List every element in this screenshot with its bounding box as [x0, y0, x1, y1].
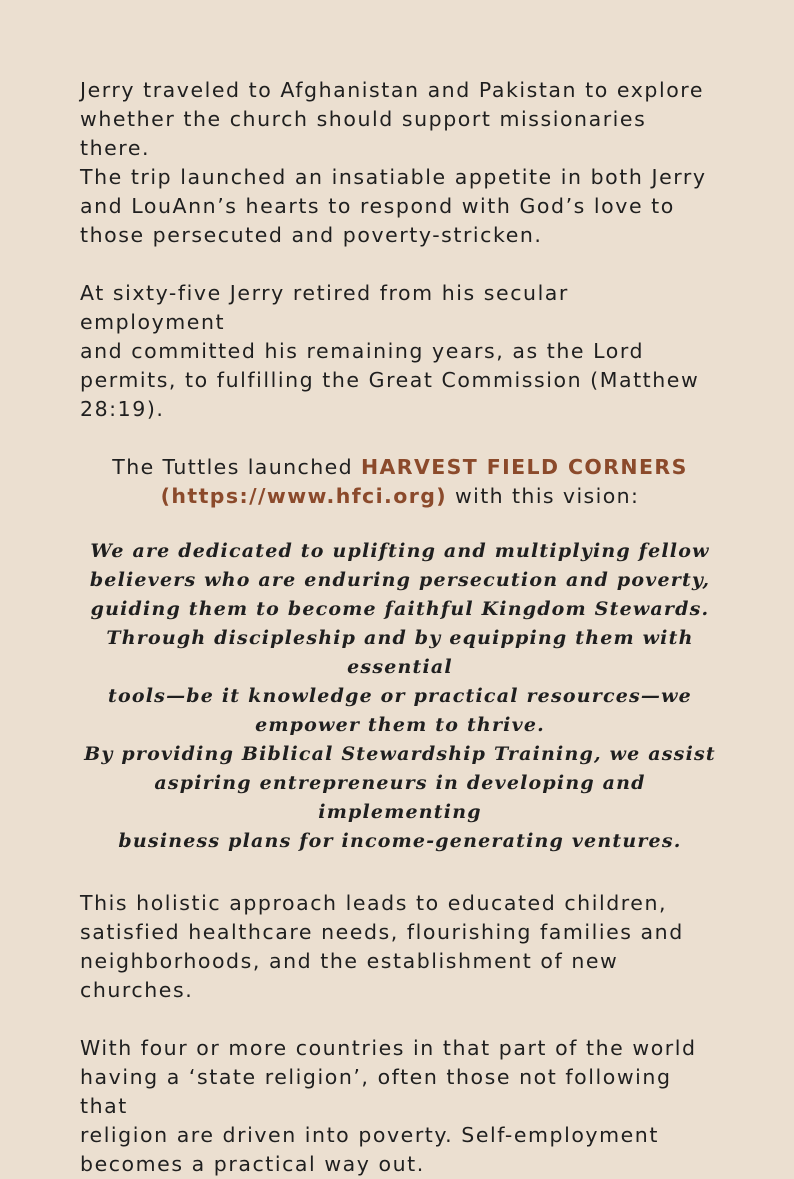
document-page: [80, 76, 720, 1179]
organization-url[interactable]: (https://www.hfci.org): [160, 484, 448, 508]
vision-statement: We are dedicated to uplifting and multiplying fellow believers who are enduring persecution and poverty, guiding them to become faithful Kingdom Stewards. Through discipleship and by equipping them with essential tools—be it knowledge or practical resources—we empower them to thrive. By providing Biblical Stewardship Training, we assist aspiring entrepreneurs in developing and implementing business plans for income-generating ventures.: [84, 540, 716, 852]
paragraph-trip: Jerry traveled to Afghanistan and Pakistan to explore whether the church should support missionaries there. The trip launched an insatiable appetite in both Jerry and LouAnn’s hearts to respond with God’s love to those persecuted and poverty-stricken.: [80, 78, 707, 247]
paragraph-retirement: At sixty-five Jerry retired from his secular employment and committed his remaining years, as the Lord permits, to fulfilling the Great Commission (Matthew 28:19).: [80, 281, 700, 421]
organization-name: HARVEST FIELD CORNERS: [360, 455, 688, 479]
paragraph-approach: This holistic approach leads to educated children, satisfied healthcare needs, flourishing families and neighborhoods, and the establishment of new churches.: [80, 891, 684, 1002]
intro-lead: The Tuttles launched: [112, 455, 361, 479]
paragraph-countries: With four or more countries in that part of the world having a ‘state religion’, often those not following that religion are driven into poverty. Self-employment becomes a practical way out.: [80, 1036, 697, 1176]
intro-tail: with this vision:: [447, 484, 640, 508]
vision-intro: [75, 453, 725, 511]
